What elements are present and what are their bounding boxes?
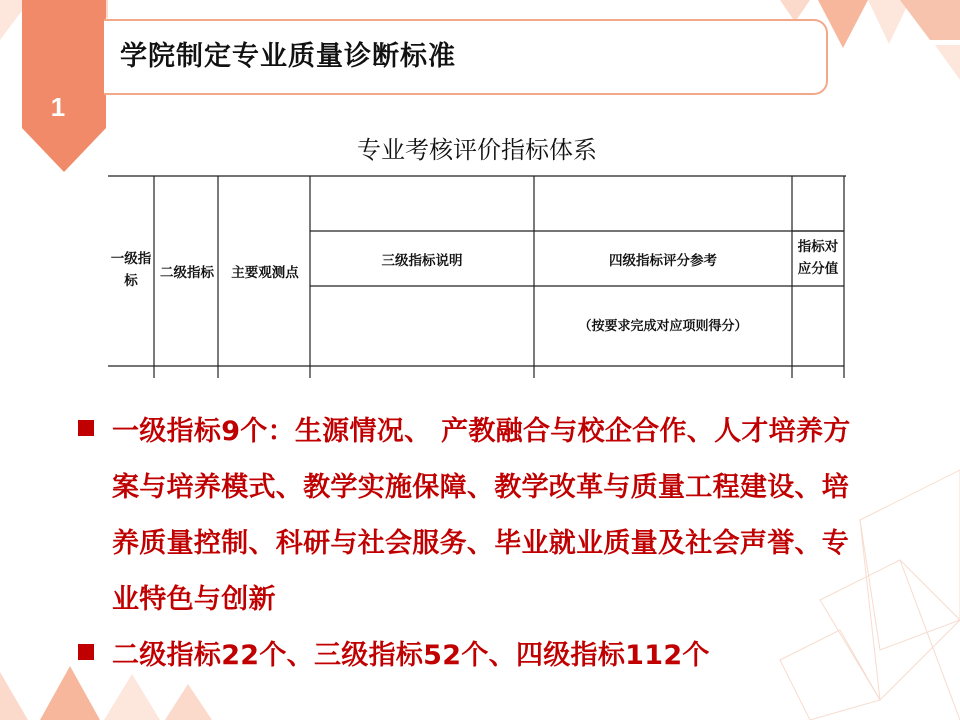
scoring-note: （按要求完成对应项则得分）: [578, 319, 748, 334]
header-level1-line1: 一级指: [110, 251, 152, 267]
bullet-list: [76, 404, 866, 684]
header-observation: 主要观测点: [231, 265, 299, 281]
bullet-item: [76, 404, 866, 628]
square-bullet-icon: [78, 420, 94, 436]
header-level1: [108, 248, 154, 292]
header-score-line1: 指标对: [797, 239, 839, 255]
header-level3-desc: 三级指标说明: [381, 253, 463, 269]
section-number: 1: [50, 92, 66, 122]
header-level2: 二级指标: [160, 265, 214, 281]
table-caption: 专业考核评价指标体系: [357, 136, 597, 164]
bullet-item: [76, 628, 866, 684]
header-level4-ref: 四级指标评分参考: [609, 253, 717, 269]
bullet-text-level1: 一级指标9个：生源情况、 产教融合与校企合作、人才培养方案与培养模式、教学实施保障、教学改革与质量工程建设、培养质量控制、科研与社会服务、毕业就业质量及社会声誉、专业特色与创新: [112, 416, 851, 615]
bullet-text-counts: 二级指标22个、三级指标52个、四级指标112个: [112, 640, 710, 671]
square-bullet-icon: [78, 644, 94, 660]
header-score-line2: 应分值: [797, 261, 839, 277]
section-badge-icon: [22, 0, 106, 172]
header-score: [792, 236, 844, 280]
slide-title: 学院制定专业质量诊断标准: [120, 41, 456, 72]
header-level1-line2: 标: [124, 273, 138, 289]
